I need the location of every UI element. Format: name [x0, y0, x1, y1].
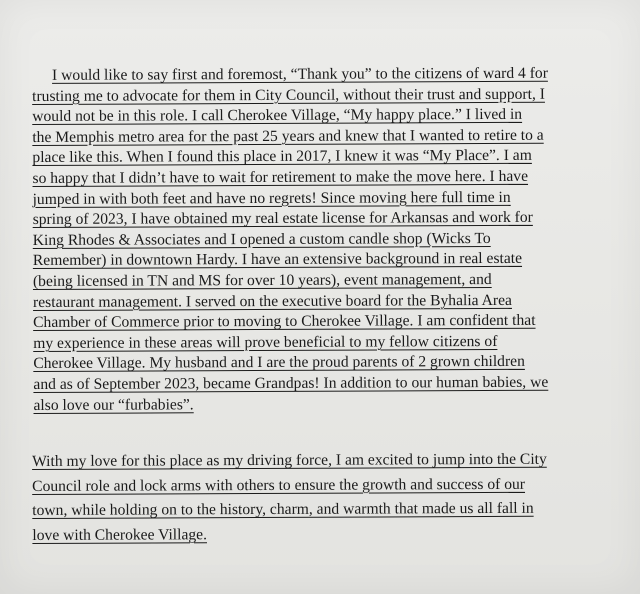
paragraph-2 [32, 447, 634, 548]
paragraph-line: Cherokee Village. My husband and I are the proud parents of 2 grown children [33, 353, 525, 373]
paragraph-line: Remember) in downtown Hardy. I have an extensive background in real estate [32, 250, 523, 270]
paragraph-line: King Rhodes & Associates and I opened a custom candle shop (Wicks To [32, 229, 491, 249]
paragraph-1 [32, 63, 636, 416]
paragraph-line: trusting me to advocate for them in City Council, without their trust and support, I [32, 85, 545, 105]
paragraph-line: jumped in with both feet and have no regrets! Since moving here full time in [32, 188, 511, 208]
paragraph-line: I would like to say first and foremost, “Thank you” to the citizens of ward 4 for [52, 64, 548, 84]
paragraph-line: spring of 2023, I have obtained my real estate license for Arkansas and work for [32, 208, 533, 229]
paragraph-line: With my love for this place as my driving force, I am excited to jump into the City [32, 450, 547, 470]
paragraph-line: the Memphis metro area for the past 25 years and knew that I wanted to retire to a [32, 126, 544, 146]
paragraph-line: so happy that I didn’t have to wait for retirement to make the move here. I have [32, 167, 529, 187]
paragraph-line: would not be in this role. I call Cherokee Village, “My happy place.” I lived in [32, 106, 523, 126]
paragraph-line: Chamber of Commerce prior to moving to Cherokee Village. I am confident that [33, 311, 536, 332]
paragraph-line: love with Cherokee Village. [32, 526, 208, 544]
paragraph-line: (being licensed in TN and MS for over 10 years), event management, and [32, 270, 492, 290]
paragraph-line: town, while holding on to the history, charm, and warmth that made us all fall in [32, 499, 534, 520]
paragraph-line: my experience in these areas will prove beneficial to my fellow citizens of [33, 332, 498, 352]
paragraph-line: restaurant management. I served on the executive board for the Byhalia Area [32, 291, 512, 311]
paragraph-line: and as of September 2023, became Grandpas! In addition to our human babies, we [33, 373, 549, 393]
paragraph-line: Council role and lock arms with others to ensure the growth and success of our [32, 475, 526, 495]
paragraph-line: also love our “furbabies”. [33, 395, 194, 414]
paragraph-line: place like this. When I found this place in 2017, I knew it was “My Place”. I am [32, 147, 532, 167]
